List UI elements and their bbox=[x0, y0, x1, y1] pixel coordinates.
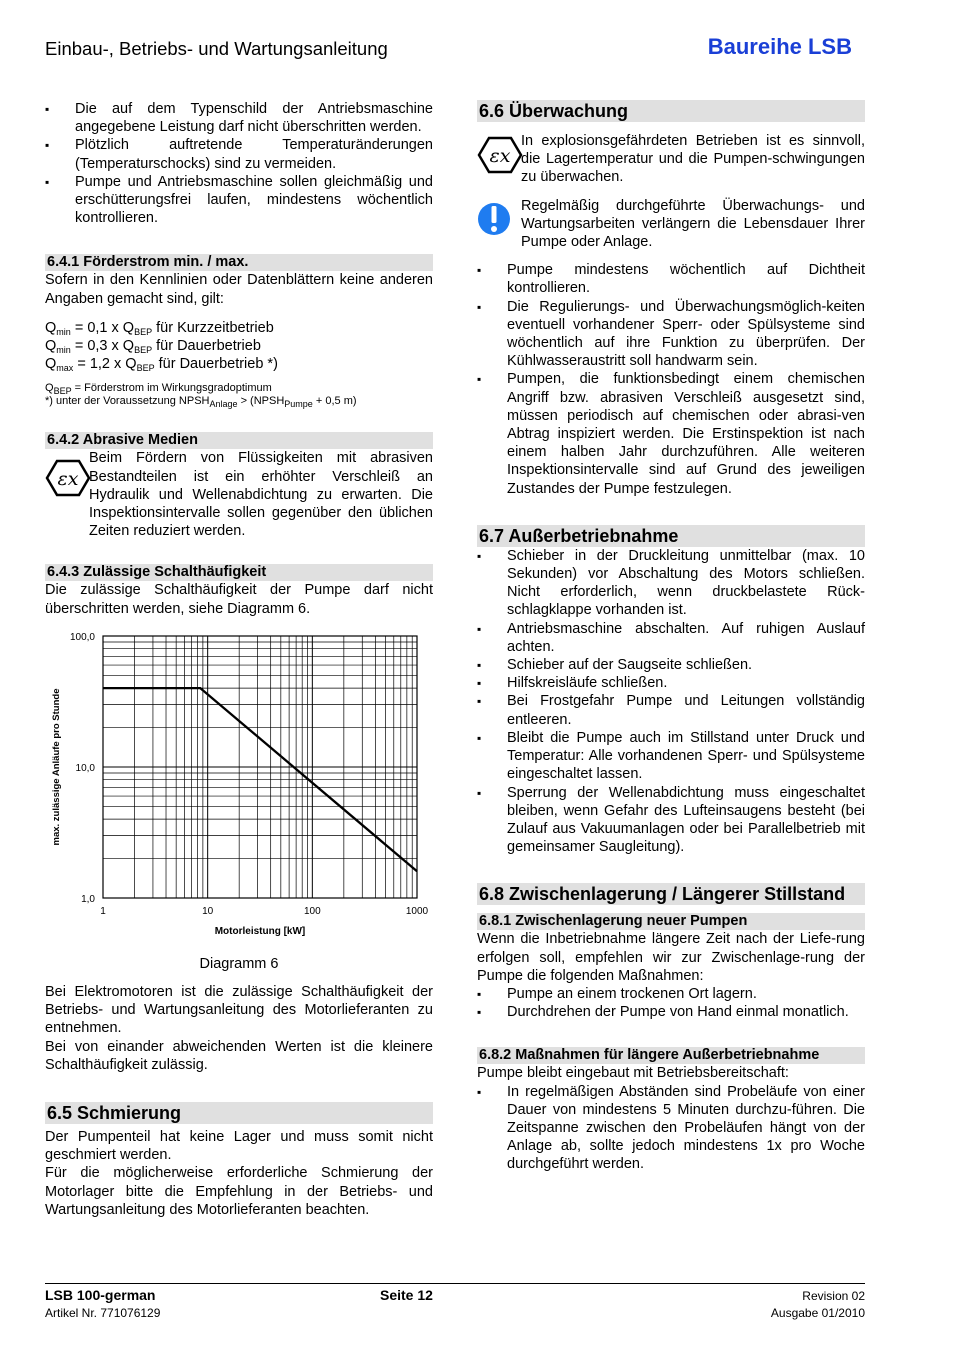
svg-text:εx: εx bbox=[489, 145, 511, 167]
header-title: Einbau-, Betriebs- und Wartungsanleitung bbox=[45, 38, 388, 59]
footer-doc: LSB 100-german bbox=[45, 1287, 156, 1303]
text-66-warn: Regelmäßig durchgeführte Überwachungs- und Wartungsarbeiten verlängern die Lebensdauer Ihrer Pumpe oder Anlage. bbox=[521, 197, 865, 251]
list-item: ▪ Antriebsmaschine abschalten. Auf ruhigen Auslauf achten. bbox=[477, 620, 865, 656]
text-66-ex: In explosionsgefährdeten Betrieben ist es sinnvoll, die Lagertemperatur und die Pumpen-schwingungen zu überwachen. bbox=[521, 133, 865, 186]
bullet-list-67 bbox=[477, 547, 865, 856]
list-item: ▪ Hilfskreisläufe schließen. bbox=[477, 674, 865, 692]
heading-642: 6.4.2 Abrasive Medien bbox=[45, 432, 433, 449]
list-item: ▪ Durchdrehen der Pumpe von Hand einmal monatlich. bbox=[477, 1003, 865, 1021]
bullet-list-681 bbox=[477, 985, 865, 1021]
chart-6 bbox=[45, 624, 433, 954]
text-65-1: Der Pumpenteil hat keine Lager und muss somit nicht geschmiert werden. bbox=[45, 1129, 433, 1164]
series-title: Baureihe LSB bbox=[707, 34, 852, 59]
list-item: ▪ Pumpe mindestens wöchentlich auf Dichtheit kontrollieren. bbox=[477, 261, 865, 297]
ex-notice-642 bbox=[45, 450, 433, 540]
list-item: ▪ Sperrung der Wellenabdichtung muss eingeschaltet bleiben, wenn Gefahr des Lufteinsaugens besteht (bei Zulauf aus Vakuumanlagen oder bei Parallelbetrieb mit gemeinsamer Saugleitung). bbox=[477, 784, 865, 857]
warning-icon bbox=[477, 197, 521, 246]
heading-643: 6.4.3 Zulässige Schalthäufigkeit bbox=[45, 564, 433, 581]
note-bep: $Q_{BEP}$ = Förderstrom im Wirkungsgradoptimum bbox=[45, 382, 272, 397]
list-item: ▪ In regelmäßigen Abständen sind Probeläufe von einer Dauer von mindestens 5 Minuten durchzu-führen. Die Zeitspanne zwischen den Probeläufen hängt von der Anlage ab, sollte jedoch mindestens 1x pro Woche durchgeführt werden. bbox=[477, 1083, 865, 1174]
footer-divider bbox=[45, 1283, 865, 1284]
chart-x-tick-label: 1 bbox=[100, 905, 106, 917]
chart-y-tick-label: 10,0 bbox=[75, 762, 95, 774]
svg-text:εx: εx bbox=[57, 468, 79, 491]
list-item: ▪ Bleibt die Pumpe auch im Stillstand unter Druck und Temperatur: Alle vorhandenen Sperr- und Spülsysteme eingeschaltet lassen. bbox=[477, 729, 865, 784]
footer-edition: Ausgabe 01/2010 bbox=[770, 1306, 865, 1320]
formula-3: $Q_{max} = 1,2$ x $Q_{BEP}$ für Dauerbetrieb *) bbox=[45, 356, 278, 374]
note-npsh: *) unter der Voraussetzung $NPSH_{Anlage}$ > ($NPSH_{Pumpe} + 0,5$ m) bbox=[45, 395, 357, 410]
ex-notice-66 bbox=[477, 133, 865, 187]
text-65-2: Für die möglicherweise erforderliche Schmierung der Motorlager bitte die Empfehlung in der Betriebs- und Wartungsanleitung des Motorlieferanten beachten. bbox=[45, 1165, 433, 1218]
formula-2: $Q_{min} = 0,3$ x $Q_{BEP}$ für Dauerbetrieb bbox=[45, 338, 261, 356]
left-column bbox=[45, 100, 433, 1219]
chart-x-axis-label: Motorleistung [kW] bbox=[214, 925, 306, 937]
chart-y-tick-label: 100,0 bbox=[69, 631, 95, 643]
heading-65: 6.5 Schmierung bbox=[45, 1102, 433, 1124]
list-item: ▪ Bei Frostgefahr Pumpe und Leitungen vollständig entleeren. bbox=[477, 692, 865, 728]
text-681: Wenn die Inbetriebnahme längere Zeit nach der Liefe-rung erfolgen soll, empfehlen wir zur Zwischenlage-rung der Pumpe die folgenden Maßnahmen: bbox=[477, 931, 865, 984]
heading-681: 6.8.1 Zwischenlagerung neuer Pumpen bbox=[477, 913, 865, 930]
text-643: Die zulässige Schalthäufigkeit der Pumpe darf nicht überschritten werden, siehe Diagramm 6. bbox=[45, 582, 433, 617]
ex-hazard-icon bbox=[45, 459, 89, 502]
heading-682: 6.8.2 Maßnahmen für längere Außerbetriebnahme bbox=[477, 1047, 865, 1064]
list-item: ▪ Pumpe und Antriebsmaschine sollen gleichmäßig und erschütterungsfrei laufen, mindestens wöchentlich kontrollieren. bbox=[45, 173, 433, 228]
right-column bbox=[477, 100, 865, 1174]
text-682: Pumpe bleibt eingebaut mit Betriebsbereitschaft: bbox=[477, 1065, 789, 1082]
warning-notice-66 bbox=[477, 197, 865, 252]
intro-bullet-list bbox=[45, 100, 433, 227]
footer-article: Artikel Nr. 771076129 bbox=[45, 1306, 161, 1320]
list-item: ▪ Plötzlich auftretende Temperaturänderungen (Temperaturschocks) sind zu vermeiden. bbox=[45, 136, 433, 172]
chart-x-tick-label: 10 bbox=[202, 905, 214, 917]
bullet-list-66 bbox=[477, 261, 865, 498]
chart-y-tick-label: 1,0 bbox=[81, 893, 95, 905]
text-641: Sofern in den Kennlinien oder Datenblättern keine anderen Angaben gemacht sind, gilt: bbox=[45, 272, 433, 307]
bullet-list-682 bbox=[477, 1083, 865, 1174]
chart-x-tick-label: 100 bbox=[303, 905, 321, 917]
footer-revision: Revision 02 bbox=[802, 1289, 865, 1303]
footer-page: Seite 12 bbox=[380, 1287, 433, 1303]
list-item: ▪ Die Regulierungs- und Überwachungsmöglich-keiten eventuell vorhandener Sperr- oder Spülsysteme sind wöchentlich auf ihre Funktion zu überprüfen. Der Kühlwasseraustritt soll handwarm sein. bbox=[477, 298, 865, 371]
chart-caption: Diagramm 6 bbox=[199, 955, 279, 972]
heading-66: 6.6 Überwachung bbox=[477, 100, 865, 122]
text-643-after-1: Bei Elektromotoren ist die zulässige Schalthäufigkeit der Betriebs- und Wartungsanleitung des Motorlieferanten zu entnehmen. bbox=[45, 984, 433, 1037]
heading-641: 6.4.1 Förderstrom min. / max. bbox=[45, 254, 433, 271]
ex-hazard-icon bbox=[477, 136, 521, 179]
list-item: ▪ Pumpe an einem trockenen Ort lagern. bbox=[477, 985, 865, 1003]
chart-svg bbox=[45, 624, 433, 954]
list-item: ▪ Die auf dem Typenschild der Antriebsmaschine angegebene Leistung darf nicht überschritten werden. bbox=[45, 100, 433, 136]
text-643-after-2: Bei von einander abweichenden Werten ist die kleinere Schalthäufigkeit zulässig. bbox=[45, 1038, 433, 1073]
text-642: Beim Fördern von Flüssigkeiten mit abrasiven Bestandteilen ist ein erhöhter Verschleiß an Hydraulik und Wellenabdichtung zu erwarten. Die Inspektionsintervalle sollen gegenüber den üblichen Zeiten reduziert werden. bbox=[89, 450, 433, 540]
list-item: ▪ Pumpen, die funktionsbedingt einem chemischen Angriff bzw. abrasiven Verschleiß ausgesetzt sind, müssen periodisch auf chemischen oder abrasi-ven Abtrag inspiziert werden. Die Erstinspektion ist nach einem halben Jahr durchzuführen. Alle weiteren Inspektionsintervalle sind auf Grund des jeweiligen Zustandes der Pumpe festzulegen. bbox=[477, 370, 865, 497]
formula-1: $Q_{min} = 0,1$ x $Q_{BEP}$ für Kurzzeitbetrieb bbox=[45, 319, 274, 337]
heading-68: 6.8 Zwischenlagerung / Längerer Stillstand bbox=[477, 883, 865, 905]
list-item: ▪ Schieber auf der Saugseite schließen. bbox=[477, 656, 865, 674]
list-item: ▪ Schieber in der Druckleitung unmittelbar (max. 10 Sekunden) vor Abschaltung des Motors schließen. Nicht erforderlich, wenn druckbelastete Rück-schlagklappe vorhanden ist. bbox=[477, 547, 865, 620]
heading-67: 6.7 Außerbetriebnahme bbox=[477, 525, 865, 547]
chart-x-tick-label: 1000 bbox=[405, 905, 429, 917]
chart-y-axis-label: max. zulässige Anläufe pro Stunde bbox=[51, 688, 62, 846]
